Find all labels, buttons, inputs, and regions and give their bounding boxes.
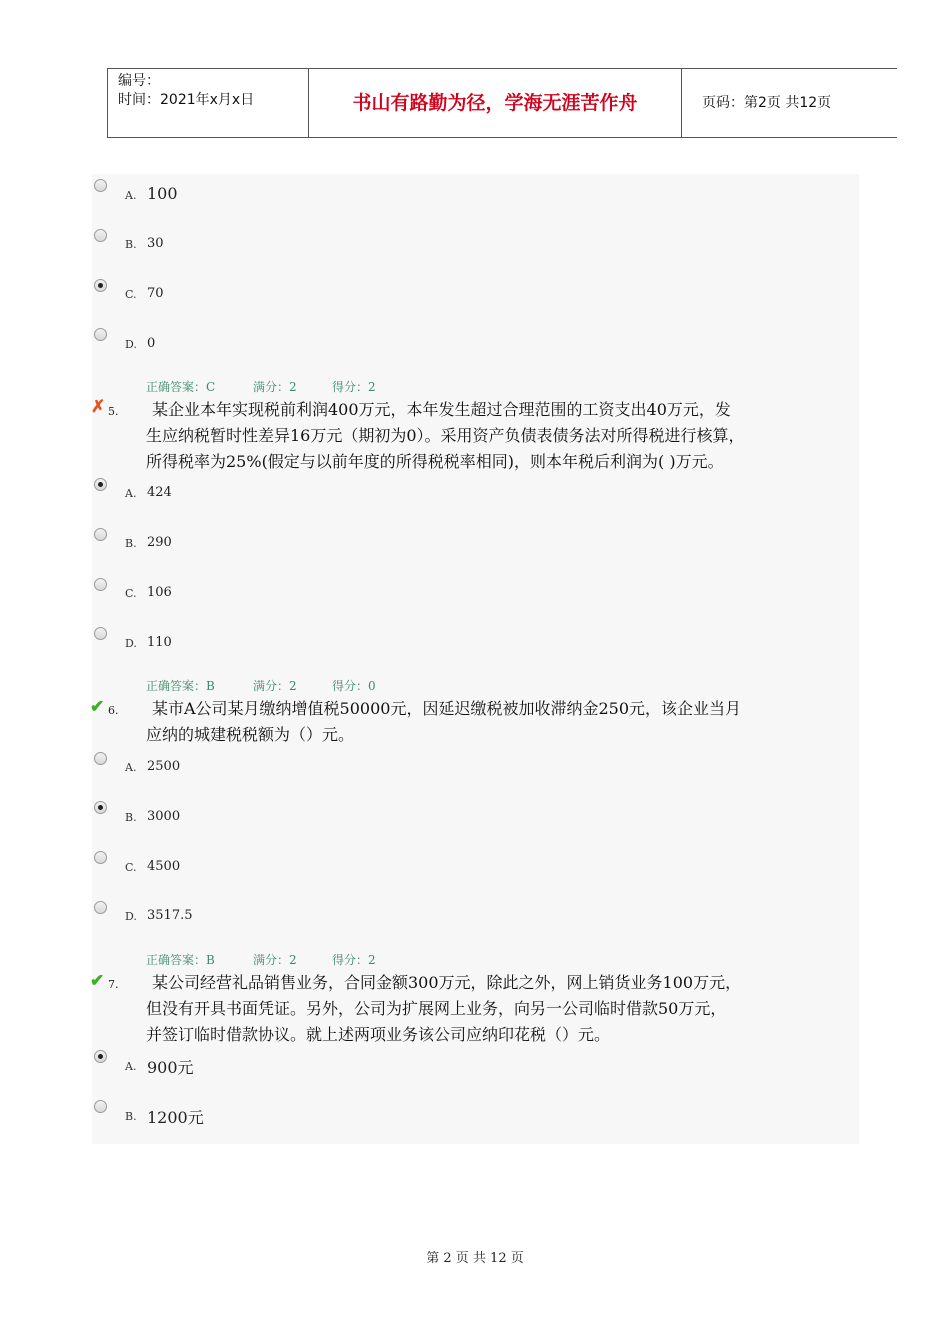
q5-option-a-radio[interactable] bbox=[94, 478, 107, 491]
q7-option-b-radio[interactable] bbox=[94, 1100, 107, 1113]
q6-option-a-radio[interactable] bbox=[94, 752, 107, 765]
q5-option-a-value: 424 bbox=[147, 485, 172, 500]
q7-option-b-letter: B. bbox=[125, 1110, 137, 1123]
q4-option-a-letter: A. bbox=[125, 189, 137, 202]
q6-full-score: 满分：2 bbox=[253, 953, 297, 967]
q6-number: 6. bbox=[108, 704, 119, 717]
q4-full-score: 满分：2 bbox=[253, 380, 297, 394]
q7-number: 7. bbox=[108, 978, 119, 991]
q6-option-c-letter: C. bbox=[125, 861, 137, 874]
q5-option-c-radio[interactable] bbox=[94, 578, 107, 591]
q5-number: 5. bbox=[108, 405, 119, 418]
q4-option-b-radio[interactable] bbox=[94, 229, 107, 242]
q4-option-c-radio[interactable] bbox=[94, 279, 107, 292]
q6-text-line: 某市A公司某月缴纳增值税50000元，因延迟缴税被加收滞纳金250元，该企业当月 bbox=[152, 699, 741, 718]
q4-option-c-value: 70 bbox=[147, 286, 164, 301]
q7-option-a-letter: A. bbox=[125, 1060, 137, 1073]
q6-option-d-value: 3517.5 bbox=[147, 908, 193, 923]
code-label: 编号： bbox=[118, 73, 160, 89]
q5-option-a-letter: A. bbox=[125, 487, 137, 500]
q5-score: 得分：0 bbox=[332, 679, 376, 693]
q4-option-c-letter: C. bbox=[125, 288, 137, 301]
q6-text-line: 应纳的城建税税额为（）元。 bbox=[146, 725, 355, 744]
q5-text-line: 所得税率为25%(假定与以前年度的所得税税率相同)，则本年税后利润为( )万元。 bbox=[146, 452, 724, 471]
q6-score: 得分：2 bbox=[332, 953, 376, 967]
q4-option-a-value: 100 bbox=[147, 184, 178, 203]
q7-text-line: 某公司经营礼品销售业务，合同金额300万元，除此之外，网上销货业务100万元， bbox=[152, 973, 742, 992]
check-icon: ✔ bbox=[90, 697, 105, 717]
q6-option-a-value: 2500 bbox=[147, 759, 181, 774]
header-meta-cell bbox=[107, 69, 308, 137]
q4-option-b-letter: B. bbox=[125, 238, 137, 251]
q7-text bbox=[146, 970, 866, 1048]
q7-option-a-radio[interactable] bbox=[94, 1050, 107, 1063]
q4-answer-line bbox=[146, 378, 376, 395]
q7-text-line: 但没有开具书面凭证。另外，公司为扩展网上业务，向另一公司临时借款50万元， bbox=[146, 999, 727, 1018]
document-header bbox=[107, 68, 897, 138]
q5-answer-line bbox=[146, 677, 376, 694]
q4-option-d-letter: D. bbox=[125, 338, 137, 351]
q6-option-c-value: 4500 bbox=[147, 859, 181, 874]
q5-option-d-radio[interactable] bbox=[94, 627, 107, 640]
q6-option-d-letter: D. bbox=[125, 910, 137, 923]
q6-answer-line bbox=[146, 951, 376, 968]
q6-text bbox=[146, 696, 866, 748]
q5-text-line: 生应纳税暂时性差异16万元（期初为0）。采用资产负债表债务法对所得税进行核算， bbox=[146, 426, 745, 445]
time-label: 时间：2021年x月x日 bbox=[118, 92, 255, 108]
wrong-icon: ✗ bbox=[91, 397, 106, 417]
page-footer: 第 2 页 共 12 页 bbox=[426, 1251, 524, 1266]
q7-text-line: 并签订临时借款协议。就上述两项业务该公司应纳印花税（）元。 bbox=[146, 1025, 611, 1044]
q5-option-d-letter: D. bbox=[125, 637, 137, 650]
q5-option-c-value: 106 bbox=[147, 585, 172, 600]
q6-option-b-radio[interactable] bbox=[94, 801, 107, 814]
q6-option-d-radio[interactable] bbox=[94, 901, 107, 914]
header-page-info: 页码：第2页 共12页 bbox=[702, 95, 832, 111]
q6-option-b-letter: B. bbox=[125, 811, 137, 824]
q5-text-line: 某企业本年实现税前利润400万元，本年发生超过合理范围的工资支出40万元，发 bbox=[152, 400, 731, 419]
q4-correct-answer: 正确答案：C bbox=[146, 380, 216, 394]
q5-option-b-radio[interactable] bbox=[94, 528, 107, 541]
q5-option-d-value: 110 bbox=[147, 635, 172, 650]
q5-text bbox=[146, 397, 866, 475]
q5-full-score: 满分：2 bbox=[253, 679, 297, 693]
q7-option-a-value: 900元 bbox=[147, 1058, 194, 1077]
q4-option-a-radio[interactable] bbox=[94, 179, 107, 192]
q4-score: 得分：2 bbox=[332, 380, 376, 394]
q4-option-b-value: 30 bbox=[147, 236, 164, 251]
q5-correct-answer: 正确答案：B bbox=[146, 679, 215, 693]
q5-option-c-letter: C. bbox=[125, 587, 137, 600]
q6-option-a-letter: A. bbox=[125, 761, 137, 774]
q6-correct-answer: 正确答案：B bbox=[146, 953, 215, 967]
q5-option-b-letter: B. bbox=[125, 537, 137, 550]
q6-option-c-radio[interactable] bbox=[94, 851, 107, 864]
q4-option-d-value: 0 bbox=[147, 336, 156, 351]
header-motto: 书山有路勤为径，学海无涯苦作舟 bbox=[308, 69, 682, 137]
q4-option-d-radio[interactable] bbox=[94, 328, 107, 341]
check-icon: ✔ bbox=[90, 971, 105, 991]
q5-option-b-value: 290 bbox=[147, 535, 172, 550]
q6-option-b-value: 3000 bbox=[147, 809, 181, 824]
q7-option-b-value: 1200元 bbox=[147, 1108, 204, 1127]
